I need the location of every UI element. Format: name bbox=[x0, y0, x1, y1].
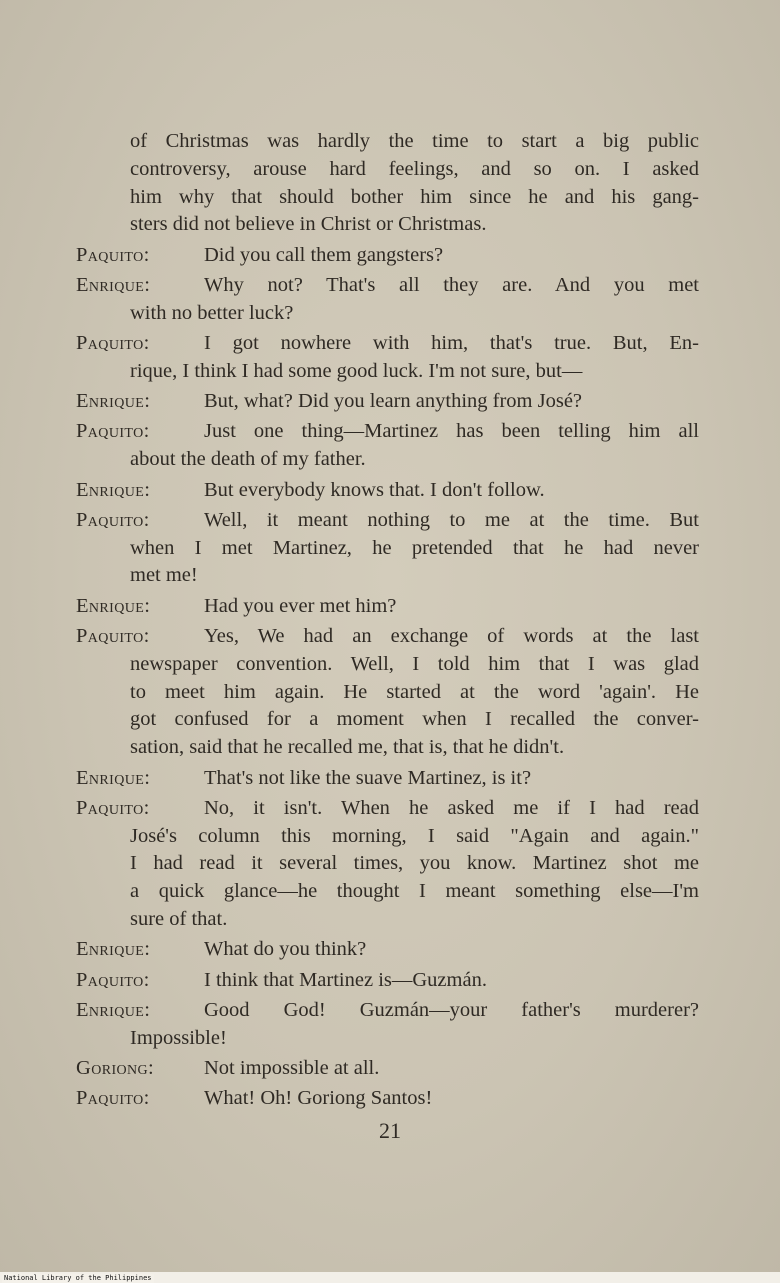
dialogue-entry bbox=[76, 388, 699, 416]
speaker-name: Paquito: bbox=[76, 243, 150, 266]
dialogue-entry bbox=[76, 967, 699, 995]
speaker-name: Paquito: bbox=[76, 796, 150, 819]
text-line: controversy, arouse hard feelings, and so on. I asked bbox=[130, 157, 699, 180]
speaker-name: Paquito: bbox=[76, 968, 150, 991]
speech-line: Had you ever met him? bbox=[204, 594, 397, 617]
speech-line: to meet him again. He started at the word 'again'. He bbox=[130, 680, 699, 703]
speech-line: What! Oh! Goriong Santos! bbox=[204, 1087, 433, 1110]
speaker-name: Enrique: bbox=[76, 594, 151, 617]
speech-line: Why not? That's all they are. And you met bbox=[204, 273, 699, 296]
speech-line: But, what? Did you learn anything from José? bbox=[204, 390, 583, 413]
speech-line: newspaper convention. Well, I told him that I was glad bbox=[130, 652, 699, 675]
speech-line: What do you think? bbox=[204, 938, 367, 961]
dialogue-entry bbox=[76, 936, 699, 964]
speech-line: Good God! Guzmán—your father's murderer? bbox=[204, 998, 699, 1021]
dialogue-entry bbox=[76, 795, 699, 934]
speech-line: That's not like the suave Martinez, is it? bbox=[204, 766, 532, 789]
speaker-name: Enrique: bbox=[76, 766, 151, 789]
speech-line: met me! bbox=[130, 564, 198, 587]
dialogue-entry bbox=[76, 418, 699, 474]
dialogue-entry bbox=[76, 623, 699, 762]
dialogue-entry bbox=[76, 272, 699, 328]
dialogue-entry bbox=[76, 507, 699, 590]
text-line: sters did not believe in Christ or Christmas. bbox=[130, 213, 487, 236]
speech-line: Not impossible at all. bbox=[204, 1057, 380, 1079]
speaker-name: Enrique: bbox=[76, 938, 151, 961]
speech-line: when I met Martinez, he pretended that he had never bbox=[130, 536, 699, 559]
speaker-name: Enrique: bbox=[76, 998, 151, 1021]
speech-line: got confused for a moment when I recalled the conver- bbox=[130, 708, 699, 731]
speaker-name: Paquito: bbox=[76, 420, 150, 443]
speech-line: with no better luck? bbox=[130, 301, 294, 324]
speaker-name: Paquito: bbox=[76, 625, 150, 648]
dialogue-list bbox=[76, 242, 699, 1113]
speech-line: I had read it several times, you know. Martinez shot me bbox=[130, 852, 699, 875]
speaker-name: Paquito: bbox=[76, 1087, 150, 1110]
continuation-paragraph bbox=[76, 128, 699, 239]
speech-line: rique, I think I had some good luck. I'm not sure, but— bbox=[130, 359, 583, 382]
dialogue-entry bbox=[76, 1085, 699, 1113]
speech-line: Did you call them gangsters? bbox=[204, 243, 444, 266]
speaker-name: Goriong: bbox=[76, 1057, 155, 1079]
speech-line: a quick glance—he thought I meant something else—I'm bbox=[130, 880, 699, 903]
script-text bbox=[76, 128, 699, 1113]
footer-credit: National Library of the Philippines bbox=[4, 1274, 152, 1282]
speech-line: I think that Martinez is—Guzmán. bbox=[204, 968, 487, 991]
speech-line: José's column this morning, I said "Again and again." bbox=[130, 824, 699, 847]
speech-line: Well, it meant nothing to me at the time. But bbox=[204, 508, 699, 531]
speech-line: But everybody knows that. I don't follow. bbox=[204, 478, 545, 501]
text-line: him why that should bother him since he and his gang- bbox=[130, 185, 699, 208]
dialogue-entry bbox=[76, 1055, 699, 1083]
speaker-name: Paquito: bbox=[76, 332, 150, 355]
dialogue-entry bbox=[76, 765, 699, 793]
speech-line: about the death of my father. bbox=[130, 448, 366, 471]
speech-line: I got nowhere with him, that's true. But, En- bbox=[204, 332, 699, 355]
speech-line: No, it isn't. When he asked me if I had read bbox=[204, 796, 699, 819]
dialogue-entry bbox=[76, 593, 699, 621]
page-number: 21 bbox=[379, 1118, 401, 1143]
speech-line: sation, said that he recalled me, that is, that he didn't. bbox=[130, 736, 565, 759]
speaker-name: Enrique: bbox=[76, 478, 151, 501]
dialogue-entry bbox=[76, 330, 699, 386]
speech-line: sure of that. bbox=[130, 908, 228, 931]
speaker-name: Paquito: bbox=[76, 508, 150, 531]
text-line: of Christmas was hardly the time to start a big public bbox=[130, 130, 699, 152]
speech-line: Impossible! bbox=[130, 1026, 227, 1049]
dialogue-entry bbox=[76, 997, 699, 1053]
dialogue-entry bbox=[76, 477, 699, 505]
speaker-name: Enrique: bbox=[76, 273, 151, 296]
speech-line: Yes, We had an exchange of words at the last bbox=[204, 625, 699, 648]
speech-line: Just one thing—Martinez has been telling him all bbox=[204, 420, 699, 443]
dialogue-entry bbox=[76, 242, 699, 270]
speaker-name: Enrique: bbox=[76, 390, 151, 413]
